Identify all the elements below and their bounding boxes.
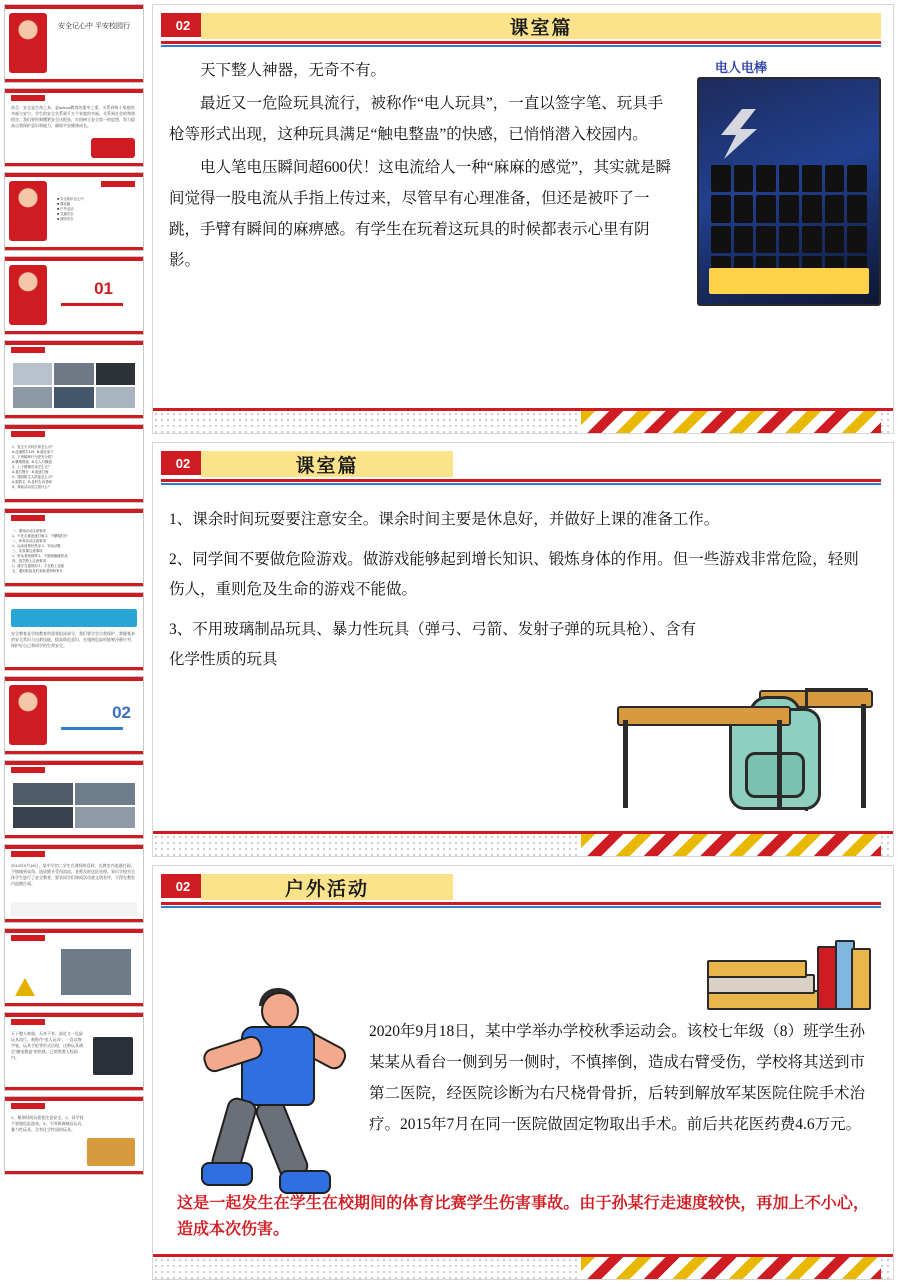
thumb-bottom-rule	[5, 919, 143, 922]
thumb-title-bar	[11, 767, 45, 773]
desk-leg	[623, 720, 628, 808]
thumbnail-label: 安全记心中 平安校园行	[58, 23, 130, 30]
slide-number-badge: 02	[161, 13, 205, 37]
paragraph: 2、同学间不要做危险游戏。做游戏能够起到增长知识、锻炼身体的作用。但一些游戏非常危险，轻则伤人，重则危及生命的游戏不能做。	[169, 551, 859, 598]
footer-hazard-stripes	[581, 411, 881, 433]
thumb-top-rule	[5, 341, 143, 345]
thumb-top-rule	[5, 845, 143, 849]
slide-number-badge: 02	[161, 451, 205, 475]
paragraph: 天下整人神器，无奇不有。	[200, 62, 387, 79]
thumb-top-rule	[5, 509, 143, 513]
slide-1[interactable]	[152, 4, 894, 434]
thumb-bottom-rule	[5, 1171, 143, 1174]
thumb-top-rule	[5, 761, 143, 765]
photo-caption: 电人电棒	[715, 60, 768, 75]
toy-display-box	[697, 77, 881, 306]
thumb-title-bar	[11, 515, 45, 521]
desk-leg	[777, 720, 782, 808]
thumb-title-bar	[11, 935, 45, 941]
header-rule-red	[161, 902, 881, 905]
paragraph: 电人笔电压瞬间超600伏！这电流给人一种“麻麻的感觉”，其实就是瞬间觉得一股电流从手指上传过来，尽管早有心理准备，但还是被吓了一跳，手臂有瞬间的麻痹感。有学生在玩着这玩具的时候都表示心里有阴影。	[169, 159, 672, 269]
thumb-photo-grid	[13, 783, 135, 828]
thumb-photo-grid	[13, 363, 135, 408]
thumb-top-rule	[5, 5, 143, 9]
thumb-contents-list: ■ 安全知识记心中 ■ 课室篇 ■ 户外活动 ■ 交通安全 ■ 消防安全	[57, 197, 84, 221]
backpack-pocket	[745, 752, 805, 798]
paragraph: 最近又一危险玩具流行，被称作“电人玩具”，一直以签字笔、玩具手枪等形式出现，这种玩具满足“触电整蛊”的快感，已悄悄潜入校园内。	[169, 95, 664, 143]
head	[261, 992, 299, 1030]
thumb-body-text: 2014年9月18日，某中学初二学生在课间休息时，在教室内追逐打闹，不慎撞到桌角，造成额头受伤流血，老师及时送医处理。事后学校对全体学生进行了安全教育，要求同学们课间活动要文明有序，不得在教室内追跑打闹。	[11, 863, 135, 886]
thumb-contents-bar	[101, 181, 135, 187]
thumb-toy-photo	[93, 1037, 133, 1075]
thumb-top-rule	[5, 929, 143, 933]
thumb-top-rule	[5, 677, 143, 681]
books-art	[707, 914, 867, 1010]
footer-hazard-stripes	[581, 834, 881, 856]
thumb-top-rule	[5, 425, 143, 429]
thumb-bottom-rule	[5, 1003, 143, 1006]
thumb-mascot	[9, 181, 47, 241]
thumbnail-10[interactable]	[4, 760, 144, 839]
thumbnail-12[interactable]	[4, 928, 144, 1007]
shoe-front	[201, 1162, 253, 1186]
thumb-underline	[61, 303, 123, 306]
thumb-bottom-rule	[5, 331, 143, 334]
thumbnail-9[interactable]	[4, 676, 144, 755]
slide-3[interactable]	[152, 865, 894, 1280]
thumb-top-rule	[5, 1097, 143, 1101]
slide-2-footer	[153, 830, 893, 856]
thumbnail-6[interactable]	[4, 424, 144, 503]
thumbnail-4[interactable]	[4, 256, 144, 335]
lightning-icon	[709, 109, 769, 159]
conclusion-text: 这是一起发生在学生在校期间的体育比赛学生伤害事故。由于孙某行走速度较快，再加上不小心，造成本次伤害。	[177, 1195, 869, 1238]
slide-title: 课室篇	[295, 455, 359, 477]
thumb-bottom-rule	[5, 1087, 143, 1090]
thumbnail-rail[interactable]	[0, 0, 148, 1286]
header-rule-blue	[161, 483, 881, 485]
thumb-warning-icon	[15, 978, 35, 996]
slide-title: 课室篇	[509, 17, 573, 39]
thumb-top-rule	[5, 593, 143, 597]
desk-top-front	[617, 706, 791, 726]
thumb-bottom-rule	[5, 415, 143, 418]
thumb-bottom-rule	[5, 751, 143, 754]
thumbnail-5[interactable]	[4, 340, 144, 419]
thumb-truck-icon	[91, 138, 135, 158]
thumb-caption-strip	[11, 902, 137, 916]
slide-2-body	[153, 487, 893, 675]
thumb-body-text: 1、课余时间玩耍要注意安全。2、同学间不要做危险游戏。3、不用玻璃制品玩具、暴力性玩具、含有化学性质的玩具。	[11, 1115, 86, 1132]
thumb-bottom-rule	[5, 79, 143, 82]
thumbnail-14[interactable]	[4, 1096, 144, 1175]
thumb-bottom-rule	[5, 583, 143, 586]
thumb-notice-list: 一、课间活动注意事项 1、不在走廊追逐打闹 2、不攀爬栏杆 二、体育活动注意事项 1、运动前做好热身 2、穿运动鞋 三、实验课注意事项 1、听从老师指挥 2、不随意触碰药品 四、放学路上注意事项 1、遵守交通规则 2、不在路上逗留 五、遇到危险及时求助老师和家长	[12, 529, 68, 573]
thumb-card-text: 安全教育是学校教育的重要组成部分，我们要学会自我保护，掌握基本的安全常识与自救技能，提高防范意识，在遇到危险时能够冷静应对，保护好自己和同学的生命安全。	[11, 631, 135, 648]
thumb-title-bar	[11, 347, 45, 353]
thumbnail-3[interactable]	[4, 172, 144, 251]
thumbnail-13[interactable]	[4, 1012, 144, 1091]
thumb-title-bar	[11, 851, 45, 857]
thumb-title-bar	[11, 431, 45, 437]
thumb-title-bar	[11, 1019, 45, 1025]
thumb-bottom-rule	[5, 247, 143, 250]
header-rule-blue	[161, 45, 881, 47]
slide-2-header	[153, 443, 893, 487]
thumb-body-text: 天下整人神器，无奇不有。最近又一危险玩具流行，被称作“电人玩具”，一直以签字笔、玩具手枪等形式出现，这种玩具满足“触电整蛊”的快感，已悄悄潜入校园内。	[11, 1031, 83, 1060]
slide-2[interactable]	[152, 442, 894, 857]
book	[707, 960, 807, 978]
thumb-top-rule	[5, 257, 143, 261]
thumb-blue-card	[11, 609, 137, 627]
thumb-top-rule	[5, 1013, 143, 1017]
thumb-top-rule	[5, 173, 143, 177]
toy-pen-rows	[711, 165, 867, 283]
paragraph: 3、不用玻璃制品玩具、暴力性玩具（弹弓、弓箭、发射子弹的玩具枪）、含有化学性质的玩具	[169, 621, 697, 668]
thumbnail-2[interactable]	[4, 88, 144, 167]
thumb-qa-list: 1、发生火灾时应该怎么办？ A.迅速拨打119 B.躲在床下 2、下列哪种行为是安全的？ A.攀爬围墙 B.走人行横道 3、上下楼梯应该怎么走？ A.靠右慢行 B.追逐打闹 4、遇到陌生人搭讪怎么办？ A.跟着走 B.及时告诉老师 5、课间活动应注意什么？	[12, 445, 55, 489]
thumb-top-rule	[5, 89, 143, 93]
thumb-title-bar	[11, 1103, 45, 1109]
thumbnail-11[interactable]	[4, 844, 144, 923]
slide-1-header	[153, 5, 893, 49]
slide-3-header	[153, 866, 893, 910]
thumb-bottom-rule	[5, 163, 143, 166]
thumb-mascot	[9, 265, 47, 325]
thumb-bottom-rule	[5, 835, 143, 838]
header-rule-red	[161, 479, 881, 482]
electric-toy-photo	[697, 57, 877, 307]
thumbnail-8[interactable]	[4, 592, 144, 671]
box-label-strip	[709, 268, 869, 294]
paragraph: 1、课余时间玩耍要注意安全。课余时间主要是休息好，并做好上课的准备工作。	[169, 511, 720, 528]
header-rule-red	[161, 41, 881, 44]
running-student-art	[175, 986, 355, 1226]
thumb-desk-art	[87, 1138, 135, 1166]
header-rule-blue	[161, 906, 881, 908]
slide-title: 户外活动	[284, 878, 369, 900]
slide-1-footer	[153, 407, 893, 433]
thumb-mascot	[9, 13, 47, 73]
book	[851, 948, 871, 1010]
slide-3-footer	[153, 1253, 893, 1279]
paragraph: 2020年9月18日，某中学举办学校秋季运动会。该校七年级（8）班学生孙某某从看台一侧到另一侧时，不慎摔倒，造成右臂受伤，学校将其送到市第二医院，经医院诊断为右尺桡骨骨折，后转到解放军某医院住院手术治疗。2015年7月在同一医院做固定物取出手术。前后共花医药费4.6万元。	[369, 1023, 866, 1133]
thumb-section-number: 02	[112, 703, 131, 722]
desk-and-backpack-art	[609, 648, 879, 828]
thumb-photo	[61, 949, 131, 995]
thumb-bottom-rule	[5, 667, 143, 670]
thumbnail-7[interactable]	[4, 508, 144, 587]
slide-number-badge: 02	[161, 874, 205, 898]
thumb-title-bar	[11, 95, 45, 101]
thumbnail-1[interactable]	[4, 4, 144, 83]
slide-column	[148, 0, 900, 1286]
thumb-bottom-rule	[5, 499, 143, 502]
footer-hazard-stripes	[581, 1257, 881, 1279]
thumb-mascot	[9, 685, 47, 745]
thumb-body-text: 前言：安全是生命之本，是school教育的重中之重，关系到每个家庭的幸福与安宁。学生的安全关系到千万个家庭的幸福，关系到社会的和谐稳定。我们要时刻绷紧安全这根弦，牢固树立安全第一的思想，努力提高自我保护意识和能力，确保平安健康成长。	[11, 105, 135, 128]
thumb-underline	[61, 727, 123, 730]
thumb-section-number: 01	[94, 279, 113, 298]
